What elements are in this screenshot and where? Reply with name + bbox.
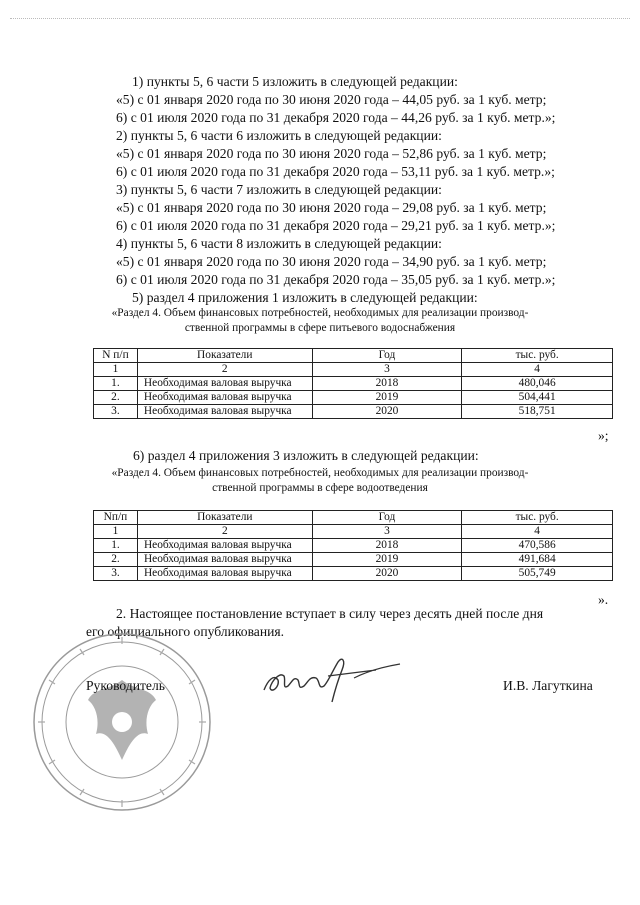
table-cell: 2020 — [312, 405, 462, 419]
table-cell: Необходимая валовая выручка — [137, 539, 312, 553]
scan-edge-dots — [10, 18, 630, 20]
table-header-row — [94, 511, 613, 525]
table-cell: 2 — [137, 363, 312, 377]
signer-name: И.В. Лагуткина — [503, 678, 593, 693]
amendment-line: 4) пункты 5, 6 части 8 изложить в следующей редакции: — [116, 236, 442, 251]
section1-closing-quote: »; — [598, 428, 609, 443]
header-cell: Показатели — [137, 511, 312, 525]
table-cell: 504,441 — [462, 391, 613, 405]
table-cell: 4 — [462, 363, 613, 377]
table-cell: 2019 — [312, 391, 462, 405]
table-row — [94, 391, 613, 405]
table-row — [94, 377, 613, 391]
header-cell: Год — [312, 349, 462, 363]
table-cell: 1 — [94, 363, 138, 377]
table-cell: 3 — [312, 525, 462, 539]
final-paragraph-line1: 2. Настоящее постановление вступает в силу через десять дней после дня — [116, 606, 544, 621]
amendment-line: 1) пункты 5, 6 части 5 изложить в следующей редакции: — [132, 74, 458, 89]
table-row — [94, 539, 613, 553]
table-cell: Необходимая валовая выручка — [137, 377, 312, 391]
table-cell: 2018 — [312, 539, 462, 553]
header-cell: N п/п — [94, 349, 138, 363]
header-cell: тыс. руб. — [462, 511, 613, 525]
signer-title: Руководитель — [86, 678, 165, 693]
table-cell: 2. — [94, 553, 138, 567]
table-cell: 2020 — [312, 567, 462, 581]
table-cell: 3 — [312, 363, 462, 377]
table-cell: 4 — [462, 525, 613, 539]
table-cell: 491,684 — [462, 553, 613, 567]
amendment-line: «5) с 01 января 2020 года по 30 июня 2020 года – 52,86 руб. за 1 куб. метр; — [116, 146, 547, 161]
amendment-line: 6) с 01 июля 2020 года по 31 декабря 2020 года – 53,11 руб. за 1 куб. метр.»; — [116, 164, 555, 179]
section2-caption-line2: ственной программы в сфере водоотведения — [212, 482, 428, 494]
section1-table — [93, 348, 613, 419]
section1-caption-line2: ственной программы в сфере питьевого водоснабжения — [184, 322, 456, 334]
table-cell: Необходимая валовая выручка — [137, 391, 312, 405]
table-row — [94, 553, 613, 567]
amendment-line: «5) с 01 января 2020 года по 30 июня 2020 года – 44,05 руб. за 1 куб. метр; — [116, 92, 547, 107]
table-cell: 470,586 — [462, 539, 613, 553]
table-cell: 518,751 — [462, 405, 613, 419]
table-cell: 505,749 — [462, 567, 613, 581]
table-cell: Необходимая валовая выручка — [137, 553, 312, 567]
final-paragraph-line2: его официального опубликования. — [86, 624, 285, 639]
table-header-row — [94, 349, 613, 363]
amendment-line: 2) пункты 5, 6 части 6 изложить в следующей редакции: — [116, 128, 442, 143]
amendment-line: 6) с 01 июля 2020 года по 31 декабря 2020 года – 29,21 руб. за 1 куб. метр.»; — [116, 218, 556, 233]
table-row — [94, 405, 613, 419]
table-cell: 3. — [94, 567, 138, 581]
table-cell: 2019 — [312, 553, 462, 567]
section2-closing-quote: ». — [598, 592, 609, 607]
table-cell: 2018 — [312, 377, 462, 391]
table-cell: Необходимая валовая выручка — [137, 567, 312, 581]
amendment-line: 6) с 01 июля 2020 года по 31 декабря 2020 года – 44,26 руб. за 1 куб. метр.»; — [116, 110, 556, 125]
header-cell: Показатели — [137, 349, 312, 363]
table-row — [94, 567, 613, 581]
section2-caption-line1: «Раздел 4. Объем финансовых потребностей, необходимых для реализации производ- — [111, 467, 529, 479]
section1-caption-line1: «Раздел 4. Объем финансовых потребностей, необходимых для реализации производ- — [111, 307, 529, 319]
amendment-line: 6) раздел 4 приложения 3 изложить в следующей редакции: — [133, 448, 479, 463]
table-cell: 480,046 — [462, 377, 613, 391]
table-number-row — [94, 525, 613, 539]
section2-table — [93, 510, 613, 581]
table-cell: 1 — [94, 525, 138, 539]
amendment-line: «5) с 01 января 2020 года по 30 июня 2020 года – 34,90 руб. за 1 куб. метр; — [116, 254, 547, 269]
table-cell: 3. — [94, 405, 138, 419]
header-cell: Nп/п — [94, 511, 138, 525]
handwritten-signature — [258, 650, 408, 710]
amendment-line: 6) с 01 июля 2020 года по 31 декабря 2020 года – 35,05 руб. за 1 куб. метр.»; — [116, 272, 556, 287]
amendment-line: «5) с 01 января 2020 года по 30 июня 2020 года – 29,08 руб. за 1 куб. метр; — [116, 200, 547, 215]
table-cell: 2 — [137, 525, 312, 539]
table-cell: 1. — [94, 539, 138, 553]
amendment-line: 5) раздел 4 приложения 1 изложить в следующей редакции: — [132, 290, 478, 305]
header-cell: Год — [312, 511, 462, 525]
header-cell: тыс. руб. — [462, 349, 613, 363]
table-cell: 2. — [94, 391, 138, 405]
table-cell: Необходимая валовая выручка — [137, 405, 312, 419]
official-seal-stamp — [30, 630, 215, 815]
table-number-row — [94, 363, 613, 377]
table-cell: 1. — [94, 377, 138, 391]
amendment-line: 3) пункты 5, 6 части 7 изложить в следующей редакции: — [116, 182, 442, 197]
